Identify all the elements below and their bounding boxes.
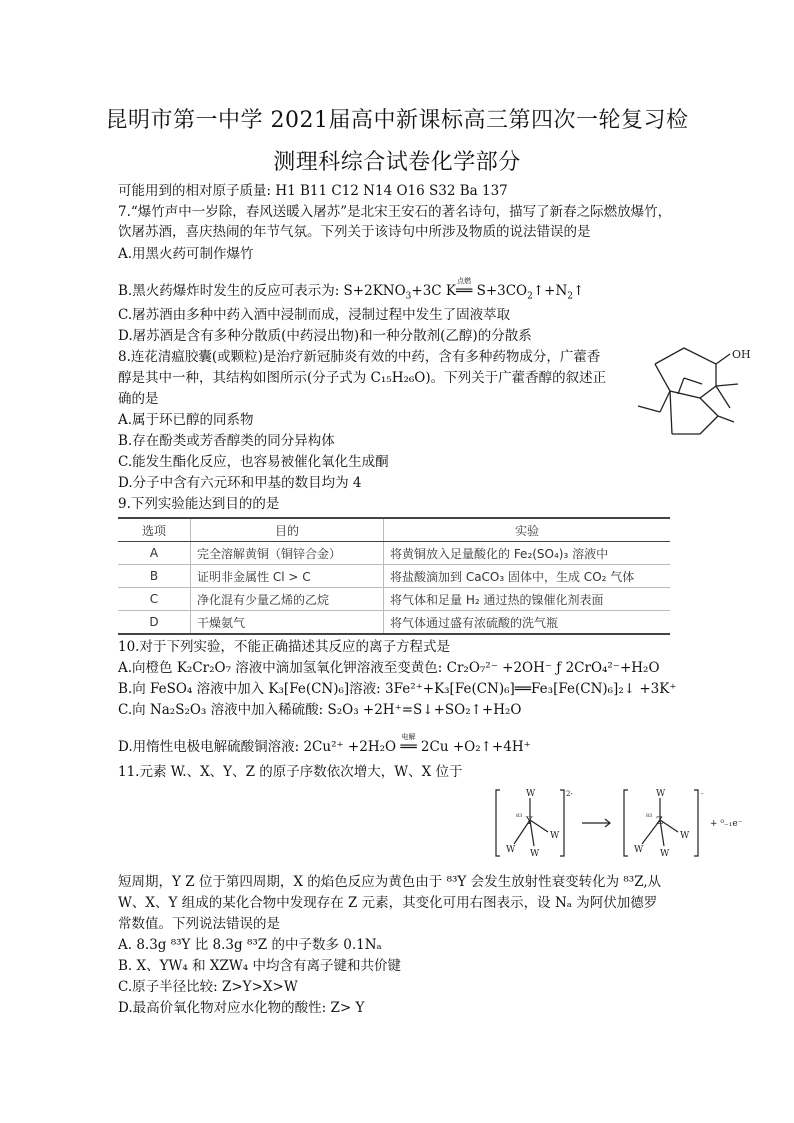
q7-b-part: ↑ <box>573 283 585 299</box>
atom-w-label: W <box>634 845 644 855</box>
table-row <box>118 588 670 611</box>
q9-stem: 9.下列实验能达到目的的是 <box>118 496 280 512</box>
q7-stem-1: 7.“爆竹声中一岁除，春风送暖入屠苏”是北宋王安石的著名诗句，描写了新春之际燃放爆竹， <box>118 204 672 220</box>
column-header-experiment: 实验 <box>384 518 671 542</box>
q11-option-c: C.原子半径比较: Z>Y>X>W <box>118 979 298 995</box>
table-cell: 将气体和足量 H₂ 通过热的镍催化剂表面 <box>384 588 671 611</box>
hydroxyl-label: OH <box>732 348 751 361</box>
atom-w-label: W <box>526 789 536 799</box>
atom-w-label: W <box>530 849 540 859</box>
q8-option-d: D.分子中含有六元环和甲基的数目均为 4 <box>118 475 362 491</box>
table-cell: A <box>118 542 191 565</box>
q8-option-a: A.属于环已醇的同系物 <box>118 412 254 428</box>
table-row <box>118 565 670 588</box>
q8-stem-2: 醇是其中一种，其结构如图所示(分子式为 C₁₅H₂₆O)。下列关于广藿香醇的叙述正 <box>118 370 607 386</box>
q10-option-a: A.向橙色 K₂Cr₂O₇ 溶液中滴加氢氧化钾溶液至变黄色: Cr₂O₇²⁻ +2OH⁻ ƒ 2CrO₄²⁻+H₂O <box>118 660 660 676</box>
table-cell: 净化混有少量乙烯的乙烷 <box>191 588 384 611</box>
q7-b-sub: 2 <box>527 291 533 302</box>
table-cell: 证明非金属性 Cl > C <box>191 565 384 588</box>
charge-label: - <box>701 790 704 798</box>
q11-stem-3: W、X、Y 组成的某化合物中发现存在 Z 元素，其变化可用右图表示，设 Nₐ 为阿伏加德罗 <box>118 895 658 911</box>
q7-b-part: ↑+N <box>532 283 568 299</box>
table-row <box>118 611 670 635</box>
charge-label: 2- <box>566 790 573 798</box>
reaction-condition: 点燃 <box>457 277 472 285</box>
q7-b-part: S+3CO <box>472 283 528 299</box>
equals-sign: ══ <box>456 283 473 299</box>
page-title-line2: 测理科综合试卷化学部分 <box>273 150 521 175</box>
atom-w-label: W <box>550 831 560 841</box>
table-cell: 将盐酸滴加到 CaCO₃ 固体中，生成 CO₂ 气体 <box>384 565 671 588</box>
mass-number-label: 83 <box>646 813 653 819</box>
q11-stem-1: 11.元素 W.、X、Y、Z 的原子序数依次增大，W、X 位于 <box>118 764 463 780</box>
table-cell: 完全溶解黄铜（铜锌合金） <box>191 542 384 565</box>
q10-d-part: D.用惰性电极电解硫酸铜溶液: 2Cu²⁺ +2H₂O <box>118 739 401 755</box>
q10-d-part: 2Cu +O₂↑+4H⁺ <box>416 739 531 755</box>
q7-b-part: B.黑火药爆炸时发生的反应可表示为: S+2KNO <box>118 283 406 299</box>
page-title-line1: 昆明市第一中学 2021届高中新课标高三第四次一轮复习检 <box>105 108 689 133</box>
q8-option-c: C.能发生酯化反应，也容易被催化氧化生成酮 <box>118 454 389 470</box>
table-cell: B <box>118 565 191 588</box>
column-header-option: 选项 <box>118 518 191 542</box>
reaction-arrow <box>456 277 473 301</box>
q10-stem: 10.对于下列实验，不能正确描述其反应的离子方程式是 <box>118 639 450 655</box>
atom-y-label: Y <box>526 816 533 827</box>
atom-w-label: W <box>660 849 670 859</box>
q10-option-c: C.向 Na₂S₂O₃ 溶液中加入稀硫酸: S₂O₃ +2H⁺=S↓+SO₂↑+H₂O <box>118 702 522 718</box>
q7-option-c: C.屠苏酒由多种中药入酒中浸制而成，浸制过程中发生了固液萃取 <box>118 307 511 323</box>
q7-b-part: +3C K <box>411 283 457 299</box>
q7-b-sub: 3 <box>405 291 412 302</box>
atom-w-label: W <box>656 789 666 799</box>
mass-number-label: 83 <box>516 813 523 819</box>
q7-b-sub: 2 <box>567 291 574 302</box>
column-header-purpose: 目的 <box>191 518 384 542</box>
reaction-arrow <box>400 733 417 757</box>
experiment-table <box>118 517 670 635</box>
q11-option-d: D.最高价氧化物对应水化物的酸性: Z> Y <box>118 1000 365 1016</box>
atom-z-label: Z <box>656 816 663 827</box>
table-cell: 干燥氨气 <box>191 611 384 635</box>
q7-option-b <box>118 277 585 307</box>
table-cell: 将气体通过盛有浓硫酸的洗气瓶 <box>384 611 671 635</box>
q11-stem-2: 短周期，Y Z 位于第四周期，X 的焰色反应为黄色由于 ⁸³Y 会发生放射性衰变转化为 ⁸³Z,从 <box>118 874 662 890</box>
atomic-mass-note: 可能用到的相对原子质量: H1 B11 C12 N14 O16 S32 Ba 137 <box>118 183 508 199</box>
atom-w-label: W <box>680 831 690 841</box>
q11-stem-4: 常数值。下列说法错误的是 <box>118 916 280 932</box>
equals-sign: ══ <box>400 739 417 755</box>
q11-option-b: B. X、YW₄ 和 XZW₄ 中均含有离子键和共价键 <box>118 958 401 974</box>
q7-option-d: D.屠苏酒是含有多种分散质(中药浸出物)和一种分散剂(乙醇)的分散系 <box>118 328 532 344</box>
patchouli-alcohol-structure <box>630 336 780 440</box>
reaction-condition: 电解 <box>401 733 416 741</box>
q10-option-d <box>118 733 531 757</box>
q8-option-b: B.存在酚类或芳香醇类的同分异构体 <box>118 433 335 449</box>
q7-option-a: A.用黑火药可制作爆竹 <box>118 246 254 262</box>
q11-option-a: A. 8.3g ⁸³Y 比 8.3g ⁸³Z 的中子数多 0.1Nₐ <box>118 937 382 953</box>
table-row <box>118 542 670 565</box>
q7-stem-2: 饮屠苏酒，喜庆热闹的年节气氛。下列关于该诗句中所涉及物质的说法错误的是 <box>118 224 591 240</box>
q8-stem-1: 8.连花清瘟胶囊(或颗粒)是治疗新冠肺炎有效的中药，含有多种药物成分，广藿香 <box>118 349 601 365</box>
electron-label: + ⁰₋₁e⁻ <box>710 819 743 829</box>
q10-option-b: B.向 FeSO₄ 溶液中加入 K₃[Fe(CN)₆]溶液: 3Fe²⁺+K₃[Fe(CN)₆]══Fe₃[Fe(CN)₆]₂↓ +3K⁺ <box>118 681 677 697</box>
table-cell: D <box>118 611 191 635</box>
atom-w-label: W <box>506 845 516 855</box>
decay-diagram <box>492 786 772 862</box>
table-cell: C <box>118 588 191 611</box>
table-cell: 将黄铜放入足量酸化的 Fe₂(SO₄)₃ 溶液中 <box>384 542 671 565</box>
table-header-row <box>118 518 670 542</box>
q8-stem-3: 确的是 <box>118 391 159 407</box>
